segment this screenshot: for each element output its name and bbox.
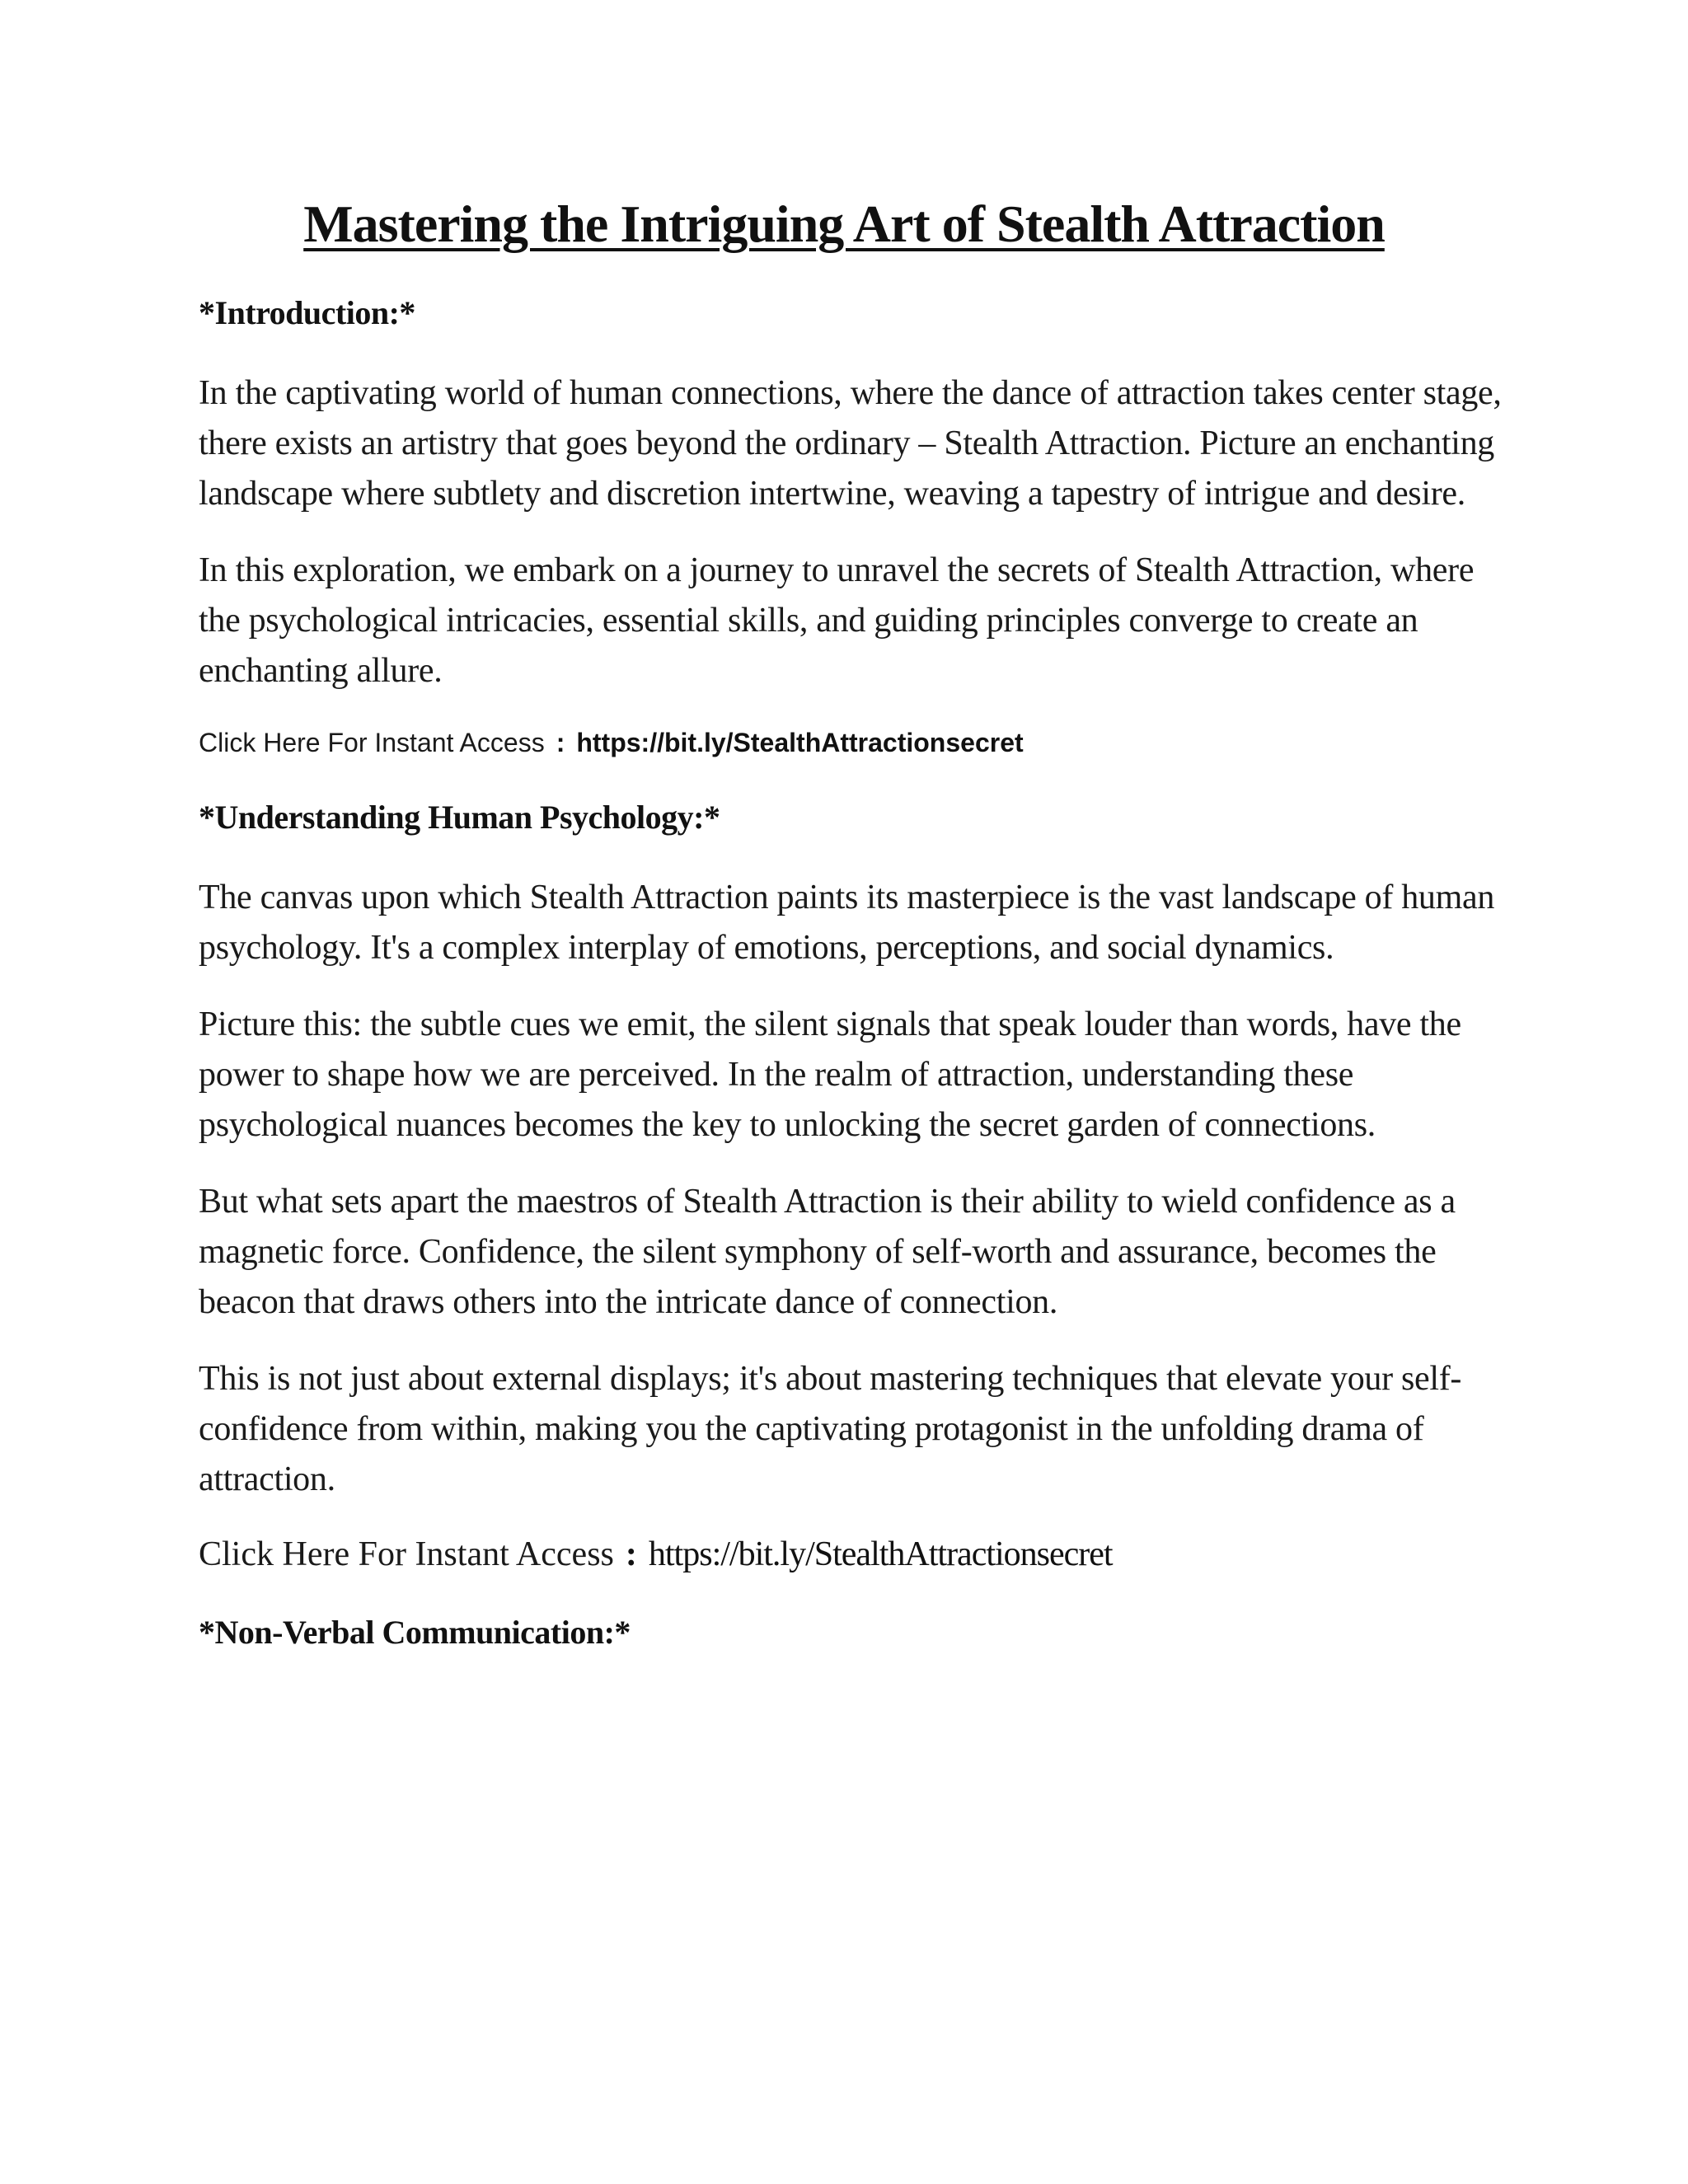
section-heading-non-verbal-communication: *Non-Verbal Communication:* (199, 1614, 631, 1651)
paragraph: This is not just about external displays; it's about mastering techniques that elevate your self-confidence from within, making you the captivating protagonist in the unfolding drama of attraction. (199, 1360, 1462, 1498)
instant-access-label: Click Here For Instant Access (199, 1535, 614, 1573)
paragraph: But what sets apart the maestros of Stealth Attraction is their ability to wield confidence as a magnetic force. Confidence, the silent symphony of self-worth and assurance, becomes the beacon that draws others into the intricate dance of connection. (199, 1183, 1456, 1321)
section-heading-human-psychology: *Understanding Human Psychology:* (199, 799, 720, 836)
instant-access-link[interactable]: https://bit.ly/StealthAttractionsecret (648, 1535, 1113, 1573)
separator: : (556, 728, 565, 757)
paragraph: In the captivating world of human connections, where the dance of attraction takes center stage, there exists an artistry that goes beyond the ordinary – Stealth Attraction. Picture an enchanting landscape where subtlety and discretion intertwine, weaving a tapestry of intrigue and desire. (199, 374, 1502, 513)
paragraph: In this exploration, we embark on a journey to unravel the secrets of Stealth Attraction, where the psychological intricacies, essential skills, and guiding principles converge to create an enchanting allure. (199, 551, 1475, 690)
instant-access-line (199, 1531, 1517, 1577)
separator: : (625, 1535, 637, 1573)
paragraph: Picture this: the subtle cues we emit, the silent signals that speak louder than words, have the power to shape how we are perceived. In the realm of attraction, understanding these psychological nuances becomes the key to unlocking the secret garden of connections. (199, 1005, 1461, 1144)
document-title: Mastering the Intriguing Art of Stealth Attraction (303, 194, 1385, 253)
paragraph: The canvas upon which Stealth Attraction paints its masterpiece is the vast landscape of human psychology. It's a complex interplay of emotions, perceptions, and social dynamics. (199, 879, 1495, 967)
instant-access-link[interactable]: https://bit.ly/StealthAttractionsecret (576, 728, 1024, 757)
instant-access-line (199, 723, 1517, 762)
instant-access-label: Click Here For Instant Access (199, 728, 545, 757)
document-body (199, 293, 1517, 1688)
section-heading-introduction: *Introduction:* (199, 294, 415, 331)
